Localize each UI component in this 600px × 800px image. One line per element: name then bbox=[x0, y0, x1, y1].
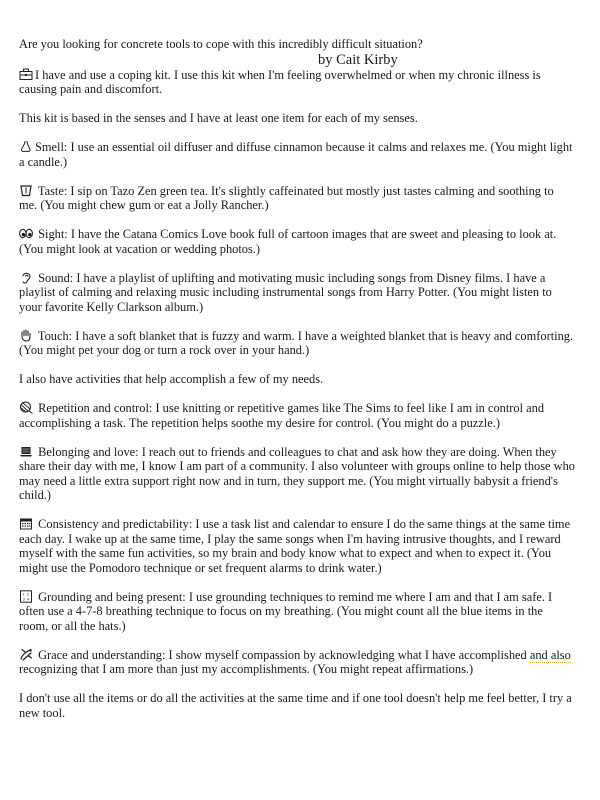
paragraph-consistency: Consistency and predictability: I use a task list and calendar to ensure I do the same things at the same time each day. I wake up at the same time, I play the same songs when I'm having intrusive thoughts, and I reward myself with the same fun activities, so my brain and body know what to expect and when to expect it. (You might use the Pomodoro technique or set frequent alarms to drink water.) bbox=[19, 517, 571, 575]
paragraph-senses-intro: This kit is based in the senses and I have at least one item for each of my senses. bbox=[19, 111, 418, 125]
yarn-icon bbox=[19, 401, 33, 414]
toolbox-icon bbox=[19, 68, 33, 81]
numbered-box-icon bbox=[19, 590, 33, 603]
hug-icon bbox=[19, 648, 33, 661]
paragraph-grounding: 1 2 3 4 Grounding and being present: I use grounding techniques to remind me where I am and that I am safe. I often use a 4-7-8 breathing technique to focus on my breathing. (You might count all the blue items in the room, or all the hats.) bbox=[19, 589, 553, 633]
spellcheck-underlined-text[interactable]: and also bbox=[529, 647, 571, 662]
cup-icon bbox=[19, 184, 33, 197]
eyes-icon bbox=[19, 227, 33, 240]
author-byline: by Cait Kirby bbox=[318, 51, 398, 68]
svg-text:3: 3 bbox=[22, 596, 25, 601]
nose-icon bbox=[19, 140, 33, 153]
svg-text:1: 1 bbox=[22, 591, 25, 596]
hand-icon bbox=[19, 329, 33, 342]
paragraph-repetition: Repetition and control: I use knitting or repetitive games like The Sims to feel like I am in control and accomplishing a task. The repetition helps soothe my desire for control. (You might do a puzzle.) bbox=[19, 401, 545, 430]
paragraph-taste: Taste: I sip on Tazo Zen green tea. It's slightly caffeinated but mostly just tastes calming and soothing to me. (You might chew gum or eat a Jolly Rancher.) bbox=[19, 183, 554, 212]
intro-question: Are you looking for concrete tools to cope with this incredibly difficult situation? bbox=[19, 37, 423, 51]
ear-icon bbox=[19, 271, 33, 284]
laptop-icon bbox=[19, 445, 33, 458]
document-page bbox=[19, 37, 575, 720]
paragraph-belonging: Belonging and love: I reach out to friends and colleagues to chat and ask how they are doing. When they share their day with me, I know I am part of a community. I also volunteer with groups online to help those who may need a little extra support right now and in turn, they support me. (You might virtually babysit a friend's child.) bbox=[19, 444, 575, 502]
paragraph-sound: Sound: I have a playlist of uplifting and motivating music including songs from Disney films. I have a playlist of calming and relaxing music including instrumental songs from Harry Potter. (You might listen to your favorite Kelly Clarkson album.) bbox=[19, 270, 552, 314]
paragraph-closing: I don't use all the items or do all the activities at the same time and if one tool doesn't help me feel better, I try a new tool. bbox=[19, 691, 572, 720]
calendar-icon bbox=[19, 517, 33, 530]
svg-text:2: 2 bbox=[27, 591, 30, 596]
paragraph-grace: Grace and understanding: I show myself compassion by acknowledging what I have accomplished and also recognizing that I am more than just my accomplishments. (You might repeat affirmations.) bbox=[19, 647, 571, 676]
paragraph-smell: Smell: I use an essential oil diffuser and diffuse cinnamon because it calms and relaxes me. (You might light a candle.) bbox=[19, 140, 573, 169]
paragraph-activities-intro: I also have activities that help accomplish a few of my needs. bbox=[19, 372, 324, 386]
paragraph-touch: Touch: I have a soft blanket that is fuzzy and warm. I have a weighted blanket that is heavy and comforting. (You might pet your dog or turn a rock over in your hand.) bbox=[19, 328, 574, 357]
paragraph-sight: Sight: I have the Catana Comics Love book full of cartoon images that are sweet and pleasing to look at. (You might look at vacation or wedding photos.) bbox=[19, 227, 557, 256]
svg-text:4: 4 bbox=[27, 596, 30, 601]
paragraph-kit: I have and use a coping kit. I use this kit when I'm feeling overwhelmed or when my chronic illness is causing pain and discomfort. bbox=[19, 67, 541, 96]
